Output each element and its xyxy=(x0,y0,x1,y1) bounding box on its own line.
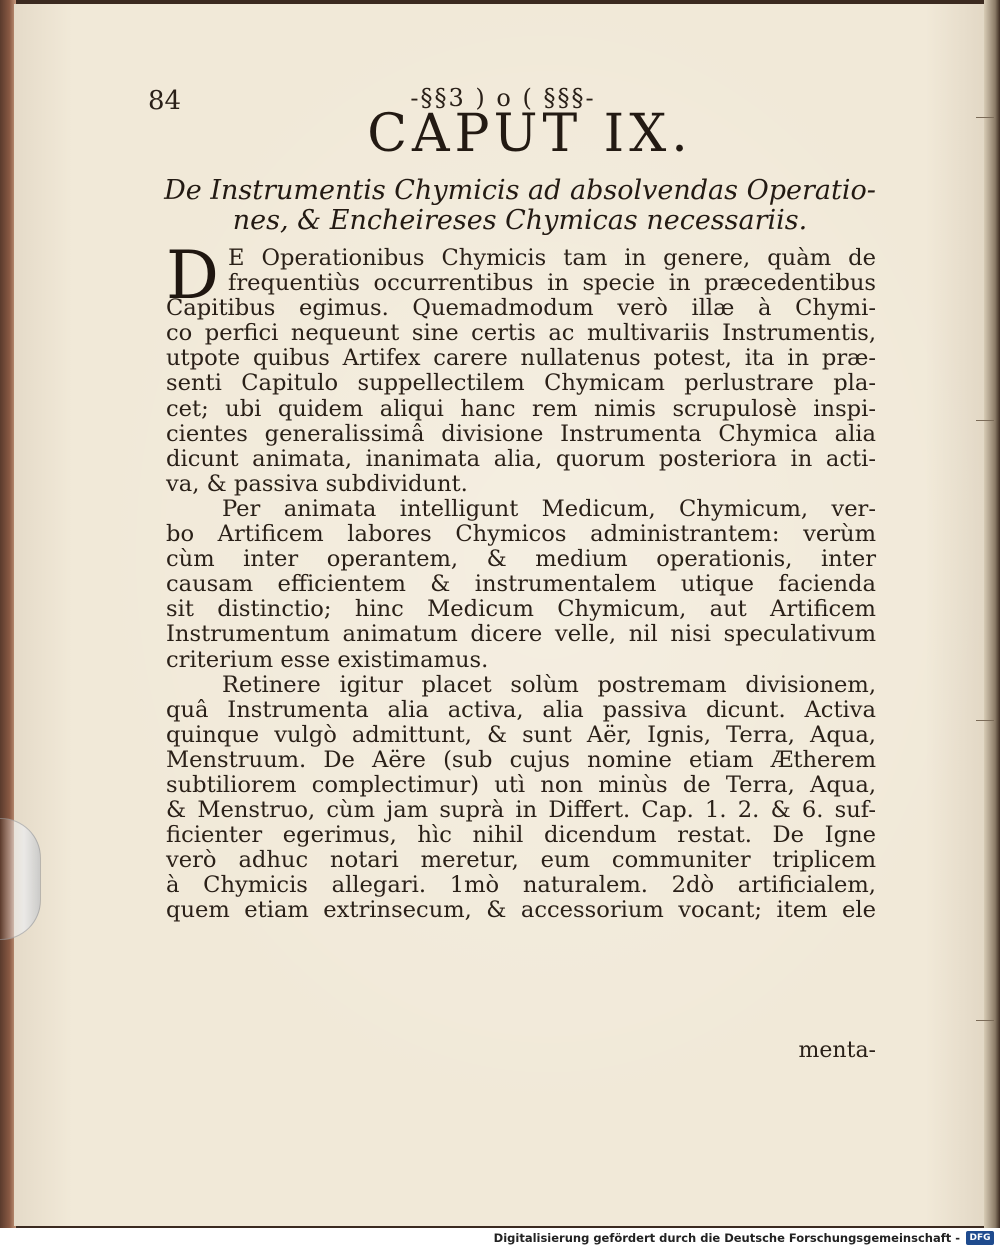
subtitle-line: nes, & Encheireses Chymicas necessariis. xyxy=(232,205,808,236)
text-line: cet; ubi quidem aliqui hanc rem nimis scrupulosè inspi- xyxy=(166,395,876,422)
body-text xyxy=(166,237,876,924)
margin-tick xyxy=(976,117,994,118)
text-line: à Chymicis allegari. 1mò naturalem. 2dò artificialem, xyxy=(166,872,876,899)
text-line: dicunt animata, inanimata alia, quorum posteriora in acti- xyxy=(166,445,876,472)
text-line: va, & passiva subdividunt. xyxy=(166,470,468,497)
text-line: Menstruum. De Aëre (sub cujus nomine etiam Ætherem xyxy=(166,746,876,773)
text-line: frequentiùs occurrentibus in specie in præcedentibus xyxy=(228,270,876,297)
text-line: senti Capitulo suppellectilem Chymicam perlustrare pla- xyxy=(166,370,876,397)
subtitle-line: De Instrumentis Chymicis ad absolvendas Operatio- xyxy=(164,175,876,206)
text-line: Capitibus egimus. Quemadmodum verò illæ à Chymi- xyxy=(166,295,876,322)
header-ornament: -§§3 ) o ( §§§- xyxy=(410,84,596,112)
text-line: ficienter egerimus, hìc nihil dicendum restat. De Igne xyxy=(166,822,876,849)
dfg-logo: DFG xyxy=(966,1231,994,1245)
footer-bar xyxy=(0,1228,1000,1249)
text-line: E Operationibus Chymicis tam in genere, quàm de xyxy=(228,245,876,271)
text-line: quem etiam extrinsecum, & accessorium vocant; item ele xyxy=(166,897,876,924)
margin-tick xyxy=(976,1020,994,1021)
drop-cap: D xyxy=(166,237,219,314)
text-line: verò adhuc notari meretur, eum communiter triplicem xyxy=(166,847,876,874)
chapter-subtitle xyxy=(164,176,876,236)
text-line: criterium esse existimamus. xyxy=(166,646,489,673)
text-line: bo Artificem labores Chymicos administrantem: verùm xyxy=(166,521,876,548)
text-line: Instrumentum animatum dicere velle, nil nisi speculativum xyxy=(166,621,876,648)
text-line: subtiliorem complectimur) utì non minùs de Terra, Aqua, xyxy=(166,771,876,798)
text-line: utpote quibus Artifex carere nullatenus potest, ita in præ- xyxy=(166,345,876,372)
text-line: causam efficientem & instrumentalem utique facienda xyxy=(166,571,876,598)
page-edge xyxy=(984,0,1000,1228)
page-number: 84 xyxy=(148,86,182,116)
text-line: Per animata intelligunt Medicum, Chymicum, ver- xyxy=(222,495,876,522)
margin-tick xyxy=(976,420,994,421)
text-line: sit distinctio; hinc Medicum Chymicum, aut Artificem xyxy=(166,596,876,623)
text-line: Retinere igitur placet solùm postremam divisionem, xyxy=(222,671,876,698)
text-line: & Menstruo, cùm jam suprà in Differt. Cap. 1. 2. & 6. suf- xyxy=(166,797,876,824)
text-line: cientes generalissimâ divisione Instrumenta Chymica alia xyxy=(166,420,876,447)
catchword: menta- xyxy=(798,1038,876,1063)
text-line: quinque vulgò admittunt, & sunt Aër, Ignis, Terra, Aqua, xyxy=(166,721,876,748)
text-line: quâ Instrumenta alia activa, alia passiva dicunt. Activa xyxy=(166,696,876,723)
text-line: co perfici nequeunt sine certis ac multivariis Instrumentis, xyxy=(166,320,876,347)
chapter-title: CAPUT IX. xyxy=(367,104,693,164)
footer-credit: Digitalisierung gefördert durch die Deutsche Forschungsgemeinschaft - xyxy=(493,1231,960,1245)
text-line: cùm inter operantem, & medium operationis, inter xyxy=(166,546,876,573)
margin-tick xyxy=(976,720,994,721)
